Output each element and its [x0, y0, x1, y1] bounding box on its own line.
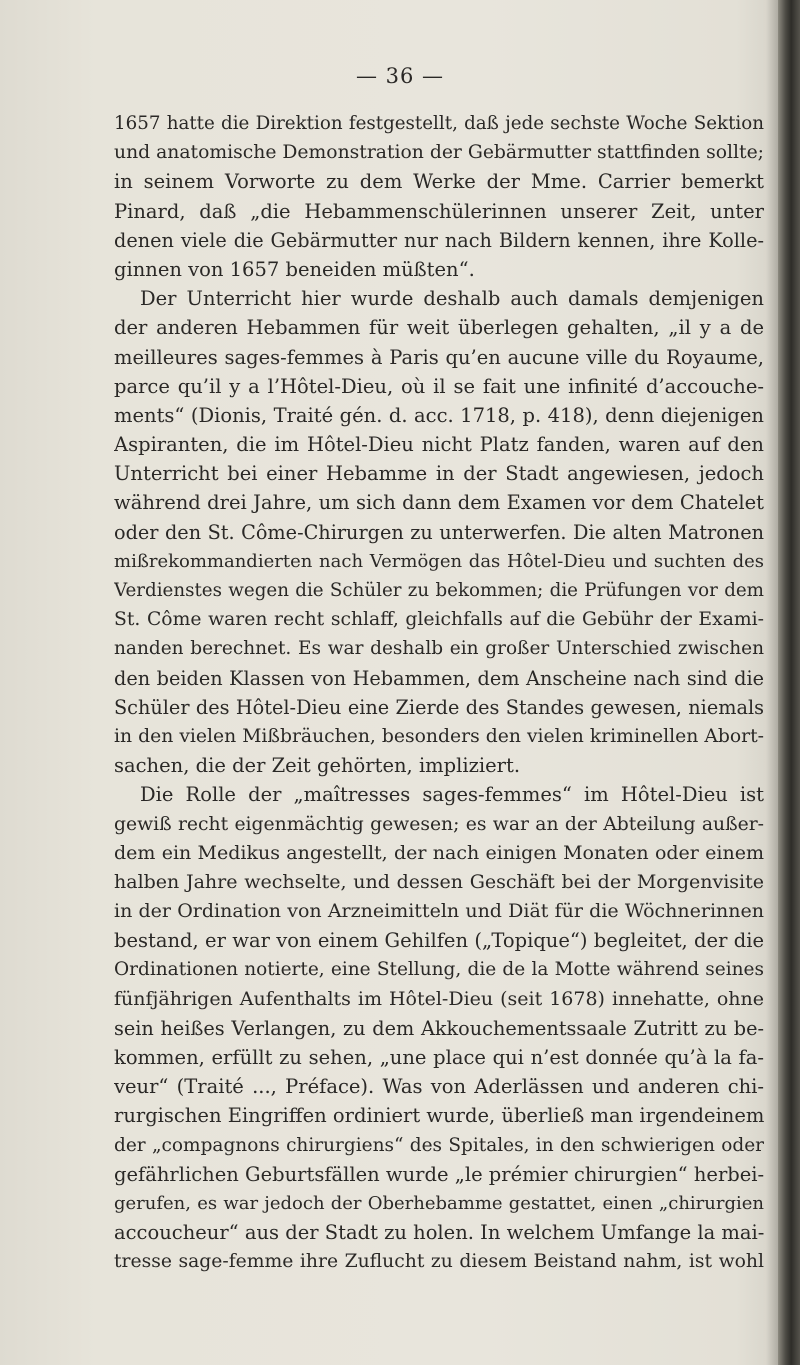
text-line: parce qu’il y a l’Hôtel-Dieu, où il se fait une infinité d’accouche-: [114, 374, 764, 398]
body-text: [114, 109, 764, 1277]
text-line: 1657 hatte die Direktion festgestellt, daß jede sechste Woche Sektion: [114, 113, 764, 134]
text-line: St. Côme waren recht schlaff, gleichfalls auf die Gebühr der Exami-: [114, 609, 764, 631]
text-line: Der Unterricht hier wurde deshalb auch damals demjenigen: [140, 287, 764, 311]
binding-shadow: [766, 0, 778, 1365]
text-line: oder den St. Côme-Chirurgen zu unterwerfen. Die alten Matronen: [114, 520, 764, 544]
text-line: in der Ordination von Arzneimitteln und Diät für die Wöchnerinnen: [114, 900, 764, 923]
text-line: meilleures sages-femmes à Paris qu’en aucune ville du Royaume,: [114, 345, 764, 369]
text-line: gefährlichen Geburtsfällen wurde „le prémier chirurgien“ herbei-: [114, 1162, 764, 1186]
text-line: halben Jahre wechselte, und dessen Geschäft bei der Morgenvisite: [114, 870, 764, 893]
text-line: mißrekommandierten nach Vermögen das Hôtel-Dieu und suchten des: [114, 550, 764, 572]
text-line: fünfjährigen Aufenthalts im Hôtel-Dieu (seit 1678) innehatte, ohne: [114, 987, 764, 1010]
text-line: ments“ (Dionis, Traité gén. d. acc. 1718, p. 418), denn diejenigen: [114, 403, 764, 427]
text-line: Schüler des Hôtel-Dieu eine Zierde des Standes gewesen, niemals: [114, 695, 764, 719]
text-line: Die Rolle der „maîtresses sages-femmes“ im Hôtel-Dieu ist: [140, 783, 764, 807]
text-line: der „compagnons chirurgiens“ des Spitales, in den schwierigen oder: [114, 1134, 764, 1156]
page-edge: [778, 0, 800, 1365]
text-line: sachen, die der Zeit gehörten, impliziert.: [114, 754, 521, 778]
text-line: nanden berechnet. Es war deshalb ein großer Unterschied zwischen: [114, 638, 764, 660]
text-line: accoucheur“ aus der Stadt zu holen. In welchem Umfange la mai-: [114, 1221, 764, 1245]
text-line: bestand, er war von einem Gehilfen („Topique“) begleitet, der die: [114, 929, 764, 953]
text-line: den beiden Klassen von Hebammen, dem Anscheine nach sind die: [114, 666, 764, 690]
text-line: sein heißes Verlangen, zu dem Akkouchementssaale Zutritt zu be-: [114, 1016, 764, 1040]
text-line: während drei Jahre, um sich dann dem Examen vor dem Chatelet: [114, 491, 764, 515]
text-line: kommen, erfüllt zu sehen, „une place qui n’est donnée qu’à la fa-: [114, 1046, 764, 1069]
text-line: der anderen Hebammen für weit überlegen gehalten, „il y a de: [114, 316, 764, 340]
text-line: tresse sage-femme ihre Zuflucht zu diesem Beistand nahm, ist wohl: [114, 1251, 764, 1273]
text-line: gewiß recht eigenmächtig gewesen; es war an der Abteilung außer-: [114, 813, 764, 835]
text-line: in den vielen Mißbräuchen, besonders den vielen kriminellen Abort-: [114, 725, 764, 747]
text-line: dem ein Medikus angestellt, der nach einigen Monaten oder einem: [114, 841, 764, 864]
text-line: rurgischen Eingriffen ordiniert wurde, überließ man irgendeinem: [114, 1104, 764, 1128]
text-line: Aspiranten, die im Hôtel-Dieu nicht Platz fanden, waren auf den: [114, 433, 764, 457]
text-line: ginnen von 1657 beneiden müßten“.: [114, 257, 475, 281]
text-line: denen viele die Gebärmutter nur nach Bildern kennen, ihre Kolle-: [114, 228, 764, 252]
text-line: Pinard, daß „die Hebammenschülerinnen unserer Zeit, unter: [114, 199, 764, 223]
text-line: veur“ (Traité ..., Préface). Was von Aderlässen und anderen chi-: [114, 1075, 764, 1099]
text-line: Ordinationen notierte, eine Stellung, die de la Motte während seines: [114, 959, 764, 981]
text-line: in seinem Vorworte zu dem Werke der Mme. Carrier bemerkt: [114, 170, 764, 194]
text-line: und anatomische Demonstration der Gebärmutter stattfinden sollte;: [114, 142, 764, 164]
text-line: Unterricht bei einer Hebamme in der Stadt angewiesen, jedoch: [114, 462, 764, 486]
page-number: — 36 —: [355, 64, 445, 88]
text-line: gerufen, es war jedoch der Oberhebamme gestattet, einen „chirurgien: [114, 1192, 764, 1214]
text-line: Verdienstes wegen die Schüler zu bekommen; die Prüfungen vor dem: [114, 580, 764, 601]
